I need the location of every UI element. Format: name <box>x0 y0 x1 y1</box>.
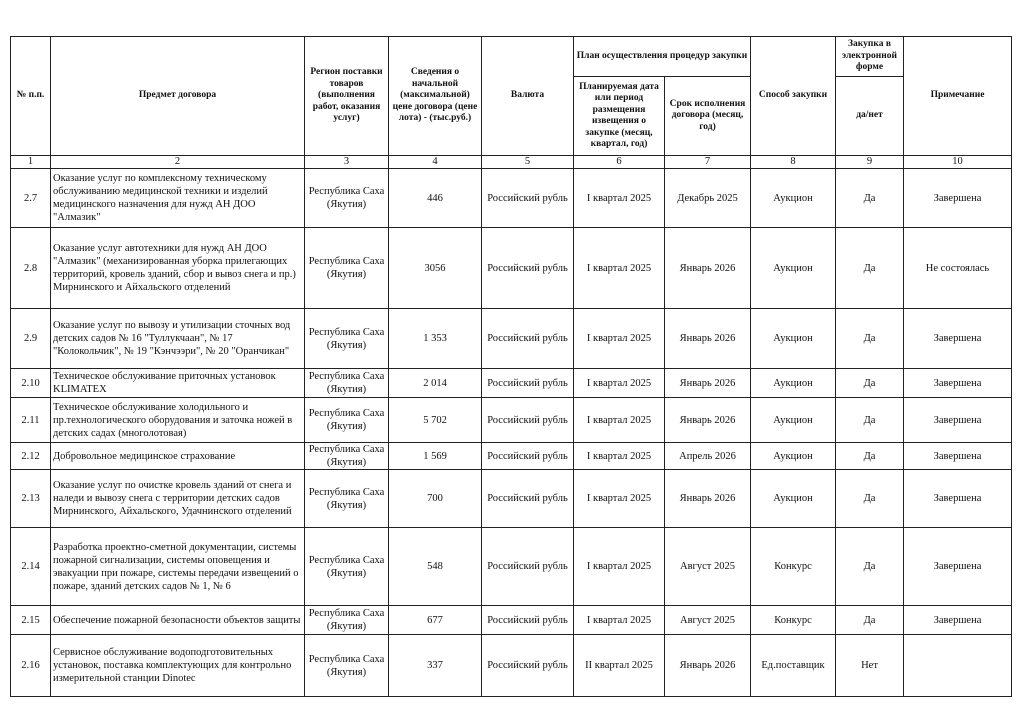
header-price: Сведения о начальной (максимальной) цене договора (цене лота) - (тыс.руб.) <box>389 37 482 156</box>
region-cell: Республика Саха (Якутия) <box>305 228 389 309</box>
row-number: 2.12 <box>11 443 51 470</box>
procurement-table <box>10 36 1012 697</box>
contract-subject: Техническое обслуживание холодильного и пр.технологического оборудования и заточка ножей в детских садах (многолотовая) <box>51 398 305 443</box>
method-cell: Аукцион <box>751 398 836 443</box>
region-cell: Республика Саха (Якутия) <box>305 635 389 697</box>
column-number-row <box>11 156 1012 169</box>
note-cell: Завершена <box>904 309 1012 369</box>
price-cell: 446 <box>389 169 482 228</box>
column-number: 6 <box>574 156 665 169</box>
table-row <box>11 470 1012 528</box>
plan-date-cell: II квартал 2025 <box>574 635 665 697</box>
eform-cell: Нет <box>836 635 904 697</box>
plan-date-cell: I квартал 2025 <box>574 528 665 606</box>
eform-cell: Да <box>836 606 904 635</box>
note-cell: Не состоялась <box>904 228 1012 309</box>
note-cell: Завершена <box>904 398 1012 443</box>
contract-subject: Оказание услуг автотехники для нужд АН ДОО "Алмазик" (механизированная уборка прилегающих территорий, кровель зданий, сбор и вывоз снега и пр.) Мирнинского и Айхальского отделений <box>51 228 305 309</box>
table-row <box>11 635 1012 697</box>
row-number: 2.11 <box>11 398 51 443</box>
header-currency: Валюта <box>482 37 574 156</box>
contract-subject: Оказание услуг по вывозу и утилизации сточных вод детских садов № 16 "Туллукчаан", № 17 "Колокольчик", № 19 "Кэнчээри", № 20 "Оранчикан" <box>51 309 305 369</box>
price-cell: 548 <box>389 528 482 606</box>
term-cell: Январь 2026 <box>665 635 751 697</box>
eform-cell: Да <box>836 369 904 398</box>
plan-date-cell: I квартал 2025 <box>574 309 665 369</box>
eform-cell: Да <box>836 169 904 228</box>
table-row <box>11 398 1012 443</box>
eform-cell: Да <box>836 528 904 606</box>
contract-subject: Сервисное обслуживание водоподготовительных установок, поставка комплектующих для контрольно измерительной станции Dinotec <box>51 635 305 697</box>
header-region: Регион поставки товаров (выполнения работ, оказания услуг) <box>305 37 389 156</box>
eform-cell: Да <box>836 228 904 309</box>
currency-cell: Российский рубль <box>482 528 574 606</box>
method-cell: Аукцион <box>751 369 836 398</box>
header-plan-group: План осуществления процедур закупки <box>574 37 751 77</box>
plan-date-cell: I квартал 2025 <box>574 443 665 470</box>
note-cell: Завершена <box>904 606 1012 635</box>
price-cell: 677 <box>389 606 482 635</box>
region-cell: Республика Саха (Якутия) <box>305 169 389 228</box>
column-number: 9 <box>836 156 904 169</box>
eform-cell: Да <box>836 470 904 528</box>
method-cell: Конкурс <box>751 528 836 606</box>
table-row <box>11 309 1012 369</box>
region-cell: Республика Саха (Якутия) <box>305 528 389 606</box>
method-cell: Аукцион <box>751 470 836 528</box>
header-row-1 <box>11 37 1012 77</box>
column-number: 7 <box>665 156 751 169</box>
header-term: Срок исполнения договора (месяц, год) <box>665 77 751 156</box>
price-cell: 337 <box>389 635 482 697</box>
column-number: 5 <box>482 156 574 169</box>
currency-cell: Российский рубль <box>482 635 574 697</box>
method-cell: Аукцион <box>751 228 836 309</box>
contract-subject: Оказание услуг по комплексному техническому обслуживанию медицинской техники и изделий медицинского назначения для нужд АН ДОО "Алмазик" <box>51 169 305 228</box>
table-row <box>11 228 1012 309</box>
region-cell: Республика Саха (Якутия) <box>305 606 389 635</box>
row-number: 2.14 <box>11 528 51 606</box>
method-cell: Аукцион <box>751 309 836 369</box>
note-cell: Завершена <box>904 528 1012 606</box>
contract-subject: Оказание услуг по очистке кровель зданий от снега и наледи и вывозу снега с территории детских садов Мирнинского, Айхальского, Удачнинского отделений <box>51 470 305 528</box>
contract-subject: Техническое обслуживание приточных установок KLIMATEX <box>51 369 305 398</box>
row-number: 2.13 <box>11 470 51 528</box>
note-cell: Завершена <box>904 443 1012 470</box>
region-cell: Республика Саха (Якутия) <box>305 309 389 369</box>
column-number: 4 <box>389 156 482 169</box>
region-cell: Республика Саха (Якутия) <box>305 398 389 443</box>
table-row <box>11 606 1012 635</box>
eform-cell: Да <box>836 443 904 470</box>
row-number: 2.8 <box>11 228 51 309</box>
price-cell: 1 569 <box>389 443 482 470</box>
term-cell: Январь 2026 <box>665 398 751 443</box>
term-cell: Август 2025 <box>665 528 751 606</box>
row-number: 2.15 <box>11 606 51 635</box>
table-row <box>11 169 1012 228</box>
note-cell: Завершена <box>904 470 1012 528</box>
contract-subject: Обеспечение пожарной безопасности объектов защиты <box>51 606 305 635</box>
eform-cell: Да <box>836 398 904 443</box>
table-row <box>11 443 1012 470</box>
price-cell: 3056 <box>389 228 482 309</box>
header-method: Способ закупки <box>751 37 836 156</box>
term-cell: Апрель 2026 <box>665 443 751 470</box>
column-number: 1 <box>11 156 51 169</box>
column-number: 2 <box>51 156 305 169</box>
note-cell: Завершена <box>904 169 1012 228</box>
contract-subject: Разработка проектно-сметной документации, системы пожарной сигнализации, системы оповещения и эвакуации при пожаре, системы передачи извещений о пожаре, зданий детских садов № 1, № 6 <box>51 528 305 606</box>
method-cell: Ед.поставщик <box>751 635 836 697</box>
region-cell: Республика Саха (Якутия) <box>305 369 389 398</box>
note-cell: Завершена <box>904 369 1012 398</box>
price-cell: 1 353 <box>389 309 482 369</box>
header-plan-date: Планируемая дата или период размещения извещения о закупке (месяц, квартал, год) <box>574 77 665 156</box>
method-cell: Аукцион <box>751 443 836 470</box>
currency-cell: Российский рубль <box>482 228 574 309</box>
currency-cell: Российский рубль <box>482 606 574 635</box>
column-number: 10 <box>904 156 1012 169</box>
plan-date-cell: I квартал 2025 <box>574 228 665 309</box>
contract-subject: Добровольное медицинское страхование <box>51 443 305 470</box>
note-cell <box>904 635 1012 697</box>
table-row <box>11 369 1012 398</box>
plan-date-cell: I квартал 2025 <box>574 398 665 443</box>
region-cell: Республика Саха (Якутия) <box>305 443 389 470</box>
column-number: 3 <box>305 156 389 169</box>
currency-cell: Российский рубль <box>482 443 574 470</box>
row-number: 2.10 <box>11 369 51 398</box>
term-cell: Январь 2026 <box>665 228 751 309</box>
price-cell: 2 014 <box>389 369 482 398</box>
currency-cell: Российский рубль <box>482 369 574 398</box>
row-number: 2.9 <box>11 309 51 369</box>
plan-date-cell: I квартал 2025 <box>574 470 665 528</box>
currency-cell: Российский рубль <box>482 169 574 228</box>
method-cell: Аукцион <box>751 169 836 228</box>
price-cell: 5 702 <box>389 398 482 443</box>
header-eform-group: Закупка в электронной форме <box>836 37 904 77</box>
eform-cell: Да <box>836 309 904 369</box>
currency-cell: Российский рубль <box>482 309 574 369</box>
row-number: 2.7 <box>11 169 51 228</box>
currency-cell: Российский рубль <box>482 398 574 443</box>
header-subject: Предмет договора <box>51 37 305 156</box>
procurement-plan-sheet <box>10 36 1012 697</box>
header-note: Примечание <box>904 37 1012 156</box>
plan-date-cell: I квартал 2025 <box>574 369 665 398</box>
plan-date-cell: I квартал 2025 <box>574 606 665 635</box>
term-cell: Август 2025 <box>665 606 751 635</box>
term-cell: Декабрь 2025 <box>665 169 751 228</box>
plan-date-cell: I квартал 2025 <box>574 169 665 228</box>
method-cell: Конкурс <box>751 606 836 635</box>
price-cell: 700 <box>389 470 482 528</box>
table-row <box>11 528 1012 606</box>
header-num: № п.п. <box>11 37 51 156</box>
header-eform-sub: да/нет <box>836 77 904 156</box>
currency-cell: Российский рубль <box>482 470 574 528</box>
term-cell: Январь 2026 <box>665 309 751 369</box>
column-number: 8 <box>751 156 836 169</box>
row-number: 2.16 <box>11 635 51 697</box>
term-cell: Январь 2026 <box>665 470 751 528</box>
term-cell: Январь 2026 <box>665 369 751 398</box>
region-cell: Республика Саха (Якутия) <box>305 470 389 528</box>
